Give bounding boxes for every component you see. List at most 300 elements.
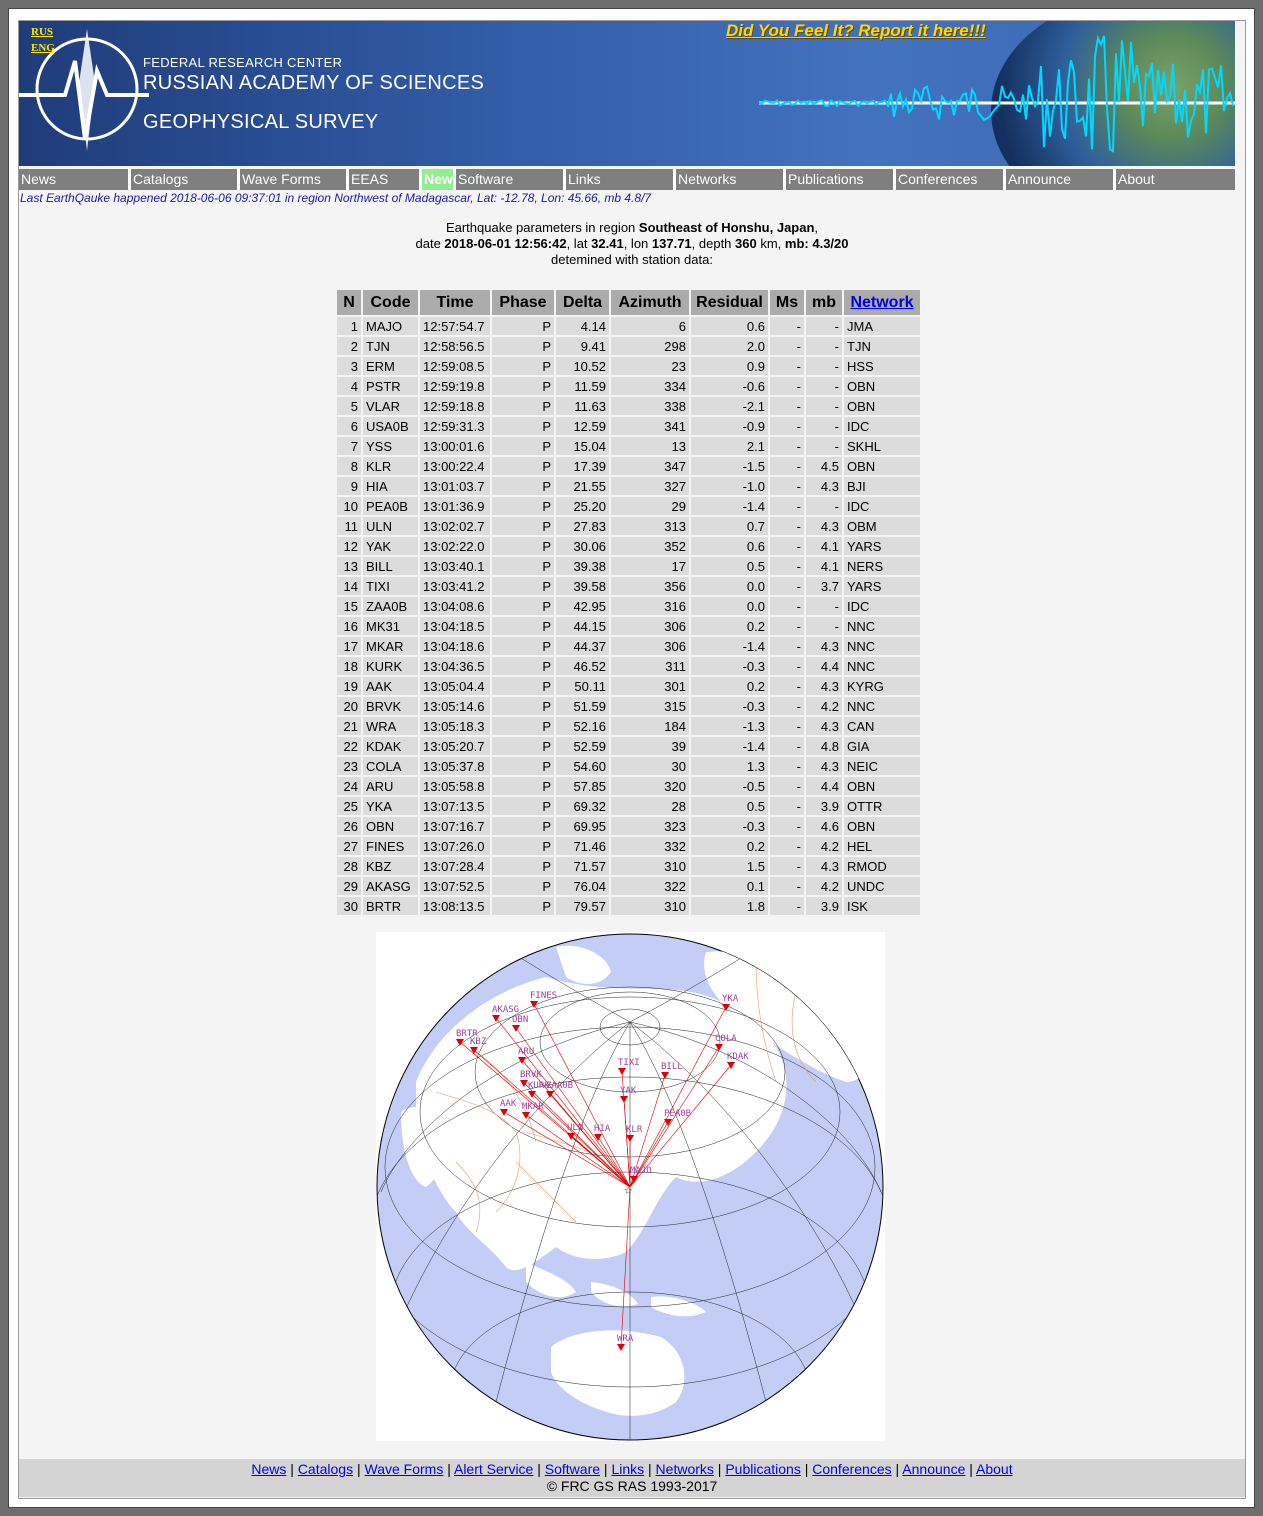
table-row [337, 317, 920, 335]
station-label: FINES [530, 991, 558, 1001]
cell-code: FINES [363, 837, 418, 855]
cell-phase: P [492, 437, 554, 455]
cell-n: 4 [337, 377, 361, 395]
cell-delta: 12.59 [556, 417, 609, 435]
cell-network: NERS [844, 557, 920, 575]
cell-time: 13:04:18.6 [420, 637, 490, 655]
cell-mb: - [806, 317, 842, 335]
cell-delta: 52.16 [556, 717, 609, 735]
cell-n: 30 [337, 897, 361, 915]
station-table [335, 288, 922, 917]
cell-network: HSS [844, 357, 920, 375]
cell-delta: 9.41 [556, 337, 609, 355]
cell-network: BJI [844, 477, 920, 495]
cell-ms: - [770, 797, 804, 815]
cell-phase: P [492, 697, 554, 715]
cell-n: 25 [337, 797, 361, 815]
cell-n: 26 [337, 817, 361, 835]
cell-ms: - [770, 737, 804, 755]
cell-phase: P [492, 577, 554, 595]
cell-residual: 1.8 [691, 897, 768, 915]
cell-time: 13:05:14.6 [420, 697, 490, 715]
cell-phase: P [492, 797, 554, 815]
cell-time: 13:05:37.8 [420, 757, 490, 775]
cell-n: 10 [337, 497, 361, 515]
cell-residual: -0.3 [691, 657, 768, 675]
cell-residual: -0.3 [691, 817, 768, 835]
cell-network: CAN [844, 717, 920, 735]
col-code: Code [363, 290, 418, 315]
cell-azimuth: 30 [611, 757, 689, 775]
cell-phase: P [492, 337, 554, 355]
cell-ms: - [770, 357, 804, 375]
cell-mb: 4.2 [806, 877, 842, 895]
nav-software[interactable]: Software [453, 169, 563, 190]
cell-delta: 44.37 [556, 637, 609, 655]
cell-residual: 0.7 [691, 517, 768, 535]
cell-code: PSTR [363, 377, 418, 395]
cell-code: ULN [363, 517, 418, 535]
cell-time: 13:08:13.5 [420, 897, 490, 915]
cell-code: YSS [363, 437, 418, 455]
footer-link-publications[interactable]: Publications [725, 1461, 801, 1477]
cell-code: MKAR [363, 637, 418, 655]
event-lon: 137.71 [651, 236, 692, 251]
cell-residual: 0.2 [691, 617, 768, 635]
cell-ms: - [770, 317, 804, 335]
cell-ms: - [770, 377, 804, 395]
cell-ms: - [770, 877, 804, 895]
nav-announce[interactable]: Announce [1003, 169, 1113, 190]
table-row [337, 637, 920, 655]
cell-phase: P [492, 637, 554, 655]
page-content [18, 20, 1246, 1499]
nav-conferences[interactable]: Conferences [893, 169, 1003, 190]
footer-link-catalogs[interactable]: Catalogs [297, 1461, 354, 1477]
cell-time: 13:02:02.7 [420, 517, 490, 535]
cell-residual: -1.4 [691, 637, 768, 655]
cell-residual: -1.5 [691, 457, 768, 475]
nav-networks[interactable]: Networks [673, 169, 783, 190]
cell-mb: - [806, 497, 842, 515]
cell-code: YAK [363, 537, 418, 555]
cell-ms: - [770, 437, 804, 455]
ray-path-map [376, 932, 885, 1441]
cell-time: 12:57:54.7 [420, 317, 490, 335]
cell-phase: P [492, 857, 554, 875]
station-label: AAK [500, 1099, 517, 1109]
cell-code: COLA [363, 757, 418, 775]
cell-phase: P [492, 317, 554, 335]
table-row [337, 657, 920, 675]
cell-delta: 71.46 [556, 837, 609, 855]
cell-time: 13:07:26.0 [420, 837, 490, 855]
table-row [337, 517, 920, 535]
cell-delta: 17.39 [556, 457, 609, 475]
station-label: HIA [594, 1124, 611, 1134]
cell-mb: 4.4 [806, 777, 842, 795]
cell-n: 9 [337, 477, 361, 495]
station-label: BRTR [456, 1029, 478, 1039]
table-row [337, 817, 920, 835]
cell-phase: P [492, 717, 554, 735]
cell-ms: - [770, 817, 804, 835]
cell-code: PEA0B [363, 497, 418, 515]
footer-link-wave-forms[interactable]: Wave Forms [364, 1461, 444, 1477]
cell-delta: 30.06 [556, 537, 609, 555]
cell-phase: P [492, 397, 554, 415]
nav-about[interactable]: About [1113, 169, 1224, 190]
table-body [337, 317, 920, 915]
station-label: AKASG [492, 1005, 520, 1015]
table-row [337, 437, 920, 455]
table-row [337, 877, 920, 895]
footer-link-software[interactable]: Software [544, 1461, 601, 1477]
cell-ms: - [770, 397, 804, 415]
cell-residual: 0.2 [691, 837, 768, 855]
cell-phase: P [492, 537, 554, 555]
table-row [337, 537, 920, 555]
cell-delta: 71.57 [556, 857, 609, 875]
cell-mb: 4.2 [806, 837, 842, 855]
footer-links: News | Catalogs | Wave Forms | Alert Service | Software | Links | Networks | Publications | Conferences | Announce | About [251, 1461, 1013, 1477]
cell-delta: 39.38 [556, 557, 609, 575]
cell-residual: 0.6 [691, 317, 768, 335]
cell-n: 21 [337, 717, 361, 735]
cell-mb: - [806, 377, 842, 395]
nav-new-badge[interactable]: New! [419, 169, 453, 190]
cell-residual: 1.5 [691, 857, 768, 875]
cell-time: 13:01:36.9 [420, 497, 490, 515]
cell-code: USA0B [363, 417, 418, 435]
cell-residual: 0.6 [691, 537, 768, 555]
cell-mb: 4.3 [806, 757, 842, 775]
table-row [337, 357, 920, 375]
station-label: YAK [620, 1086, 637, 1096]
footer-link-about[interactable]: About [976, 1461, 1013, 1477]
cell-delta: 42.95 [556, 597, 609, 615]
cell-azimuth: 310 [611, 857, 689, 875]
table-row [337, 377, 920, 395]
footer-link-links[interactable]: Links [611, 1461, 645, 1477]
header-banner [19, 21, 1235, 166]
table-row [337, 757, 920, 775]
cell-network: NEIC [844, 757, 920, 775]
cell-code: BRVK [363, 697, 418, 715]
last-earthquake-notice: Last EarthQauke happened 2018-06-06 09:37:01 in region Northwest of Madagascar, Lat: -12.78, Lon: 45.66, mb 4.8/7 [20, 191, 652, 205]
cell-azimuth: 356 [611, 577, 689, 595]
cell-delta: 50.11 [556, 677, 609, 695]
station-label: COLA [715, 1034, 737, 1044]
cell-time: 13:03:41.2 [420, 577, 490, 595]
cell-network: UNDC [844, 877, 920, 895]
cell-azimuth: 352 [611, 537, 689, 555]
cell-n: 20 [337, 697, 361, 715]
nav-catalogs[interactable]: Catalogs [128, 169, 237, 190]
cell-ms: - [770, 417, 804, 435]
cell-azimuth: 310 [611, 897, 689, 915]
table-row [337, 477, 920, 495]
col-residual: Residual [691, 290, 768, 315]
cell-time: 12:59:18.8 [420, 397, 490, 415]
cell-code: TJN [363, 337, 418, 355]
table-row [337, 837, 920, 855]
cell-phase: P [492, 497, 554, 515]
nav-news[interactable]: News [21, 171, 57, 187]
cell-azimuth: 311 [611, 657, 689, 675]
cell-code: KURK [363, 657, 418, 675]
cell-time: 12:58:56.5 [420, 337, 490, 355]
cell-time: 12:59:08.5 [420, 357, 490, 375]
cell-delta: 11.63 [556, 397, 609, 415]
network-header-link[interactable]: Network [850, 293, 914, 311]
cell-mb: 4.1 [806, 557, 842, 575]
cell-phase: P [492, 677, 554, 695]
globe-map [376, 932, 885, 1441]
cell-code: MAJO [363, 317, 418, 335]
nav-publications[interactable]: Publications [783, 169, 893, 190]
table-row [337, 717, 920, 735]
cell-azimuth: 315 [611, 697, 689, 715]
cell-time: 13:05:58.8 [420, 777, 490, 795]
cell-azimuth: 306 [611, 617, 689, 635]
cell-network: OBN [844, 817, 920, 835]
table-row [337, 457, 920, 475]
cell-azimuth: 23 [611, 357, 689, 375]
station-label: TIXI [618, 1058, 640, 1068]
col-n: N [337, 290, 361, 315]
cell-code: KBZ [363, 857, 418, 875]
cell-phase: P [492, 417, 554, 435]
cell-azimuth: 6 [611, 317, 689, 335]
cell-time: 13:04:36.5 [420, 657, 490, 675]
cell-network: OBM [844, 517, 920, 535]
cell-phase: P [492, 457, 554, 475]
cell-phase: P [492, 377, 554, 395]
cell-code: YKA [363, 797, 418, 815]
cell-mb: 4.3 [806, 637, 842, 655]
cell-delta: 69.95 [556, 817, 609, 835]
table-row [337, 737, 920, 755]
cell-time: 13:04:08.6 [420, 597, 490, 615]
cell-code: BILL [363, 557, 418, 575]
col-azimuth: Azimuth [611, 290, 689, 315]
col-mb: mb [806, 290, 842, 315]
cell-n: 2 [337, 337, 361, 355]
cell-azimuth: 334 [611, 377, 689, 395]
col-phase: Phase [492, 290, 554, 315]
table-row [337, 397, 920, 415]
cell-time: 13:07:28.4 [420, 857, 490, 875]
cell-residual: -0.6 [691, 377, 768, 395]
cell-n: 27 [337, 837, 361, 855]
cell-time: 13:01:03.7 [420, 477, 490, 495]
cell-azimuth: 28 [611, 797, 689, 815]
params-prefix: Earthquake parameters in region [445, 220, 639, 235]
report-felt-link[interactable]: Did You Feel It? Report it here!!! [726, 21, 986, 40]
cell-n: 5 [337, 397, 361, 415]
col-delta: Delta [556, 290, 609, 315]
cell-network: OBN [844, 377, 920, 395]
station-label: KDAK [727, 1052, 749, 1062]
cell-azimuth: 298 [611, 337, 689, 355]
col-time: Time [420, 290, 490, 315]
cell-n: 15 [337, 597, 361, 615]
station-label: WRA [617, 1334, 634, 1344]
cell-residual: 2.1 [691, 437, 768, 455]
date-label: date [415, 236, 445, 251]
cell-network: YARS [844, 577, 920, 595]
cell-mb: 3.7 [806, 577, 842, 595]
cell-residual: 0.9 [691, 357, 768, 375]
table-row [337, 697, 920, 715]
cell-time: 13:05:04.4 [420, 677, 490, 695]
nav-links[interactable]: Links [563, 169, 673, 190]
cell-code: OBN [363, 817, 418, 835]
cell-code: AAK [363, 677, 418, 695]
station-label: OBN [512, 1015, 529, 1025]
event-lat: 32.41 [591, 236, 624, 251]
cell-network: IDC [844, 497, 920, 515]
event-parameters [19, 220, 1245, 268]
cell-azimuth: 332 [611, 837, 689, 855]
table-header-row [337, 290, 920, 315]
cell-code: BRTR [363, 897, 418, 915]
cell-mb: 4.2 [806, 697, 842, 715]
cell-mb: 4.6 [806, 817, 842, 835]
cell-ms: - [770, 717, 804, 735]
cell-time: 13:04:18.5 [420, 617, 490, 635]
event-mb: mb: 4.3/20 [784, 236, 849, 251]
cell-n: 8 [337, 457, 361, 475]
cell-phase: P [492, 877, 554, 895]
cell-mb: 4.3 [806, 517, 842, 535]
cell-network: KYRG [844, 677, 920, 695]
cell-phase: P [492, 777, 554, 795]
cell-mb: - [806, 417, 842, 435]
cell-residual: 0.5 [691, 797, 768, 815]
cell-mb: 4.1 [806, 537, 842, 555]
cell-n: 14 [337, 577, 361, 595]
cell-residual: 1.3 [691, 757, 768, 775]
table-row [337, 857, 920, 875]
cell-azimuth: 338 [611, 397, 689, 415]
cell-network: OTTR [844, 797, 920, 815]
cell-n: 1 [337, 317, 361, 335]
cell-delta: 57.85 [556, 777, 609, 795]
station-label: ARU [518, 1047, 535, 1057]
footer-link-alert-service[interactable]: Alert Service [453, 1461, 534, 1477]
cell-residual: 0.0 [691, 597, 768, 615]
footer-link-conferences[interactable]: Conferences [812, 1461, 892, 1477]
cell-mb: 4.8 [806, 737, 842, 755]
cell-ms: - [770, 577, 804, 595]
footer [19, 1459, 1245, 1497]
cell-network: TJN [844, 337, 920, 355]
cell-ms: - [770, 337, 804, 355]
cell-network: SKHL [844, 437, 920, 455]
cell-n: 18 [337, 657, 361, 675]
cell-residual: 0.1 [691, 877, 768, 895]
station-label: MKAR [522, 1102, 544, 1112]
cell-network: HEL [844, 837, 920, 855]
cell-network: IDC [844, 417, 920, 435]
cell-ms: - [770, 757, 804, 775]
cell-code: KDAK [363, 737, 418, 755]
cell-mb: 3.9 [806, 897, 842, 915]
cell-network: OBN [844, 397, 920, 415]
station-label: PEA0B [664, 1109, 692, 1119]
cell-code: VLAR [363, 397, 418, 415]
footer-link-news[interactable]: News [251, 1461, 287, 1477]
lang-eng-link[interactable]: ENG [31, 42, 55, 54]
cell-n: 22 [337, 737, 361, 755]
cell-time: 13:07:13.5 [420, 797, 490, 815]
cell-residual: -1.0 [691, 477, 768, 495]
cell-residual: -1.4 [691, 737, 768, 755]
cell-n: 16 [337, 617, 361, 635]
cell-azimuth: 323 [611, 817, 689, 835]
cell-phase: P [492, 817, 554, 835]
cell-time: 13:05:18.3 [420, 717, 490, 735]
nav-eeas[interactable]: EEAS [346, 169, 422, 190]
main-nav [19, 169, 1235, 190]
cell-network: IDC [844, 597, 920, 615]
cell-residual: 0.5 [691, 557, 768, 575]
cell-n: 28 [337, 857, 361, 875]
cell-network: YARS [844, 537, 920, 555]
cell-ms: - [770, 537, 804, 555]
cell-ms: - [770, 677, 804, 695]
cell-phase: P [492, 557, 554, 575]
table-row [337, 337, 920, 355]
lang-rus-link[interactable]: RUS [31, 26, 54, 38]
cell-residual: -0.5 [691, 777, 768, 795]
cell-residual: -1.3 [691, 717, 768, 735]
cell-azimuth: 184 [611, 717, 689, 735]
footer-link-networks[interactable]: Networks [655, 1461, 714, 1477]
cell-network: RMOD [844, 857, 920, 875]
event-region: Southeast of Honshu, Japan [638, 220, 815, 235]
cell-phase: P [492, 657, 554, 675]
cell-delta: 10.52 [556, 357, 609, 375]
cell-delta: 54.60 [556, 757, 609, 775]
cell-code: WRA [363, 717, 418, 735]
station-label: BRVK [520, 1070, 542, 1080]
cell-delta: 69.32 [556, 797, 609, 815]
footer-link-announce[interactable]: Announce [902, 1461, 966, 1477]
cell-phase: P [492, 837, 554, 855]
cell-mb: 4.5 [806, 457, 842, 475]
cell-network: JMA [844, 317, 920, 335]
cell-phase: P [492, 357, 554, 375]
cell-network: OBN [844, 777, 920, 795]
cell-azimuth: 347 [611, 457, 689, 475]
cell-mb: - [806, 397, 842, 415]
cell-ms: - [770, 897, 804, 915]
cell-ms: - [770, 697, 804, 715]
cell-ms: - [770, 477, 804, 495]
station-label: KLR [626, 1125, 643, 1135]
cell-network: NNC [844, 697, 920, 715]
copyright: © FRC GS RAS 1993-2017 [546, 1478, 718, 1494]
cell-time: 13:00:22.4 [420, 457, 490, 475]
cell-residual: -1.4 [691, 497, 768, 515]
cell-mb: - [806, 597, 842, 615]
cell-time: 12:59:19.8 [420, 377, 490, 395]
cell-delta: 44.15 [556, 617, 609, 635]
nav-wave-forms[interactable]: Wave Forms [237, 169, 346, 190]
